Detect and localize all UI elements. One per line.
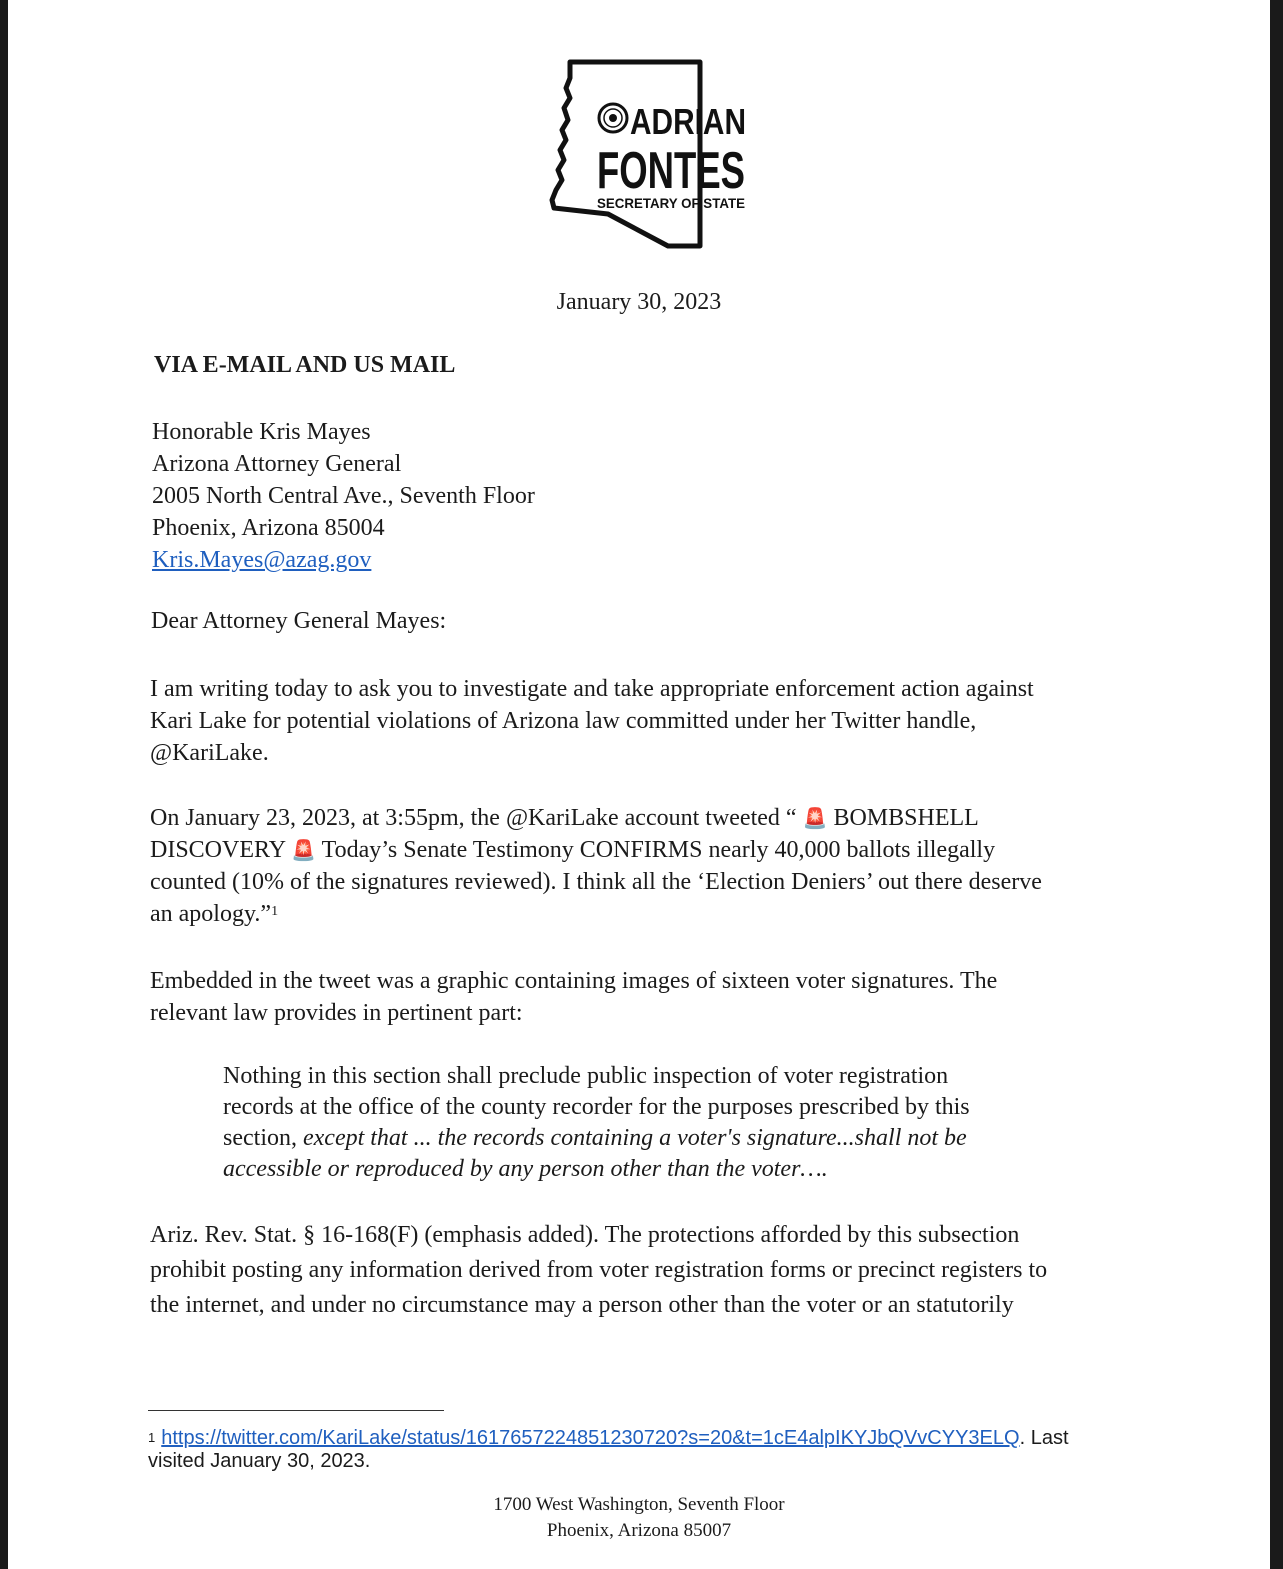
quote-emphasis: except that ... the records containing a voter's signature...shall not be — [302, 1125, 967, 1151]
paragraph-1-line: @KariLake. — [150, 740, 269, 766]
recipient-email-link[interactable]: Kris.Mayes@azag.gov — [152, 547, 372, 573]
paragraph-2 — [150, 802, 1135, 930]
paragraph-4-line: the internet, and under no circumstance may a person other than the voter or an statutorily — [150, 1292, 1014, 1318]
letterhead-line3: SECRETARY OF STATE — [597, 195, 745, 211]
paragraph-1-line: Kari Lake for potential violations of Arizona law committed under her Twitter handle, — [150, 708, 977, 734]
footnote-mark: 1 — [148, 1430, 156, 1445]
letter-page — [8, 0, 1270, 1569]
recipient-street: 2005 North Central Ave., Seventh Floor — [152, 483, 535, 509]
statute-blockquote — [223, 1061, 970, 1185]
rotating-light-icon: 🚨 — [802, 806, 828, 830]
rotating-light-icon: 🚨 — [291, 838, 317, 862]
recipient-name: Honorable Kris Mayes — [152, 419, 371, 445]
footer-address-line: Phoenix, Arizona 85007 — [546, 1520, 732, 1541]
paragraph-3-line: relevant law provides in pertinent part: — [150, 1000, 523, 1026]
recipient-address — [152, 416, 535, 576]
footer-address-line: 1700 West Washington, Seventh Floor — [493, 1494, 785, 1515]
paragraph-4-line: Ariz. Rev. Stat. § 16-168(F) (emphasis added). The protections afforded by this subsection — [150, 1222, 1020, 1248]
tweet-link[interactable]: https://twitter.com/KariLake/status/1617657224851230720?s=20&t=1cE4alpIKYJbQVvCYY3ELQ — [161, 1427, 1020, 1449]
footnote — [148, 1427, 1128, 1473]
paragraph-1-line: I am writing today to ask you to investigate and take appropriate enforcement action against — [150, 676, 1034, 702]
state-seal-icon — [599, 104, 627, 132]
paragraph-2-text: an apology.” — [150, 901, 272, 927]
footnote-reference[interactable]: 1 — [271, 904, 279, 919]
paragraph-3-line: Embedded in the tweet was a graphic containing images of sixteen voter signatures. The — [150, 968, 998, 994]
letter-footer — [8, 1492, 1270, 1544]
paragraph-2-text: Today’s Senate Testimony CONFIRMS nearly 40,000 ballots illegally — [321, 837, 996, 863]
quote-line: records at the office of the county recorder for the purposes prescribed by this — [223, 1094, 970, 1120]
paragraph-2-text: BOMBSHELL — [833, 805, 979, 831]
footnote-text: . Last — [1019, 1427, 1069, 1449]
paragraph-2-text: On January 23, 2023, at 3:55pm, the @KariLake account tweeted “ — [150, 805, 797, 831]
letterhead-line1: ADRIAN — [630, 101, 746, 142]
footnote-divider — [148, 1410, 444, 1411]
footnote-text: visited January 30, 2023. — [148, 1450, 371, 1472]
quote-emphasis: accessible or reproduced by any person other than the voter…. — [223, 1156, 828, 1182]
salutation: Dear Attorney General Mayes: — [151, 608, 447, 634]
quote-line: section, — [223, 1125, 303, 1151]
letter-date: January 30, 2023 — [556, 289, 722, 315]
letterhead-line2: FONTES — [597, 142, 745, 200]
recipient-title: Arizona Attorney General — [152, 451, 402, 477]
paragraph-4-line: prohibit posting any information derived from voter registration forms or precinct registers to — [150, 1257, 1048, 1283]
paragraph-2-text: DISCOVERY — [150, 837, 286, 863]
delivery-method: VIA E-MAIL AND US MAIL — [154, 352, 456, 378]
recipient-city: Phoenix, Arizona 85004 — [152, 515, 385, 541]
letterhead-logo — [548, 58, 753, 250]
paragraph-2-text: counted (10% of the signatures reviewed). I think all the ‘Election Deniers’ out there deserve — [150, 869, 1042, 895]
paragraph-4 — [150, 1218, 1135, 1323]
quote-line: Nothing in this section shall preclude public inspection of voter registration — [223, 1063, 949, 1089]
paragraph-3 — [150, 965, 1135, 1029]
paragraph-1 — [150, 673, 1135, 769]
